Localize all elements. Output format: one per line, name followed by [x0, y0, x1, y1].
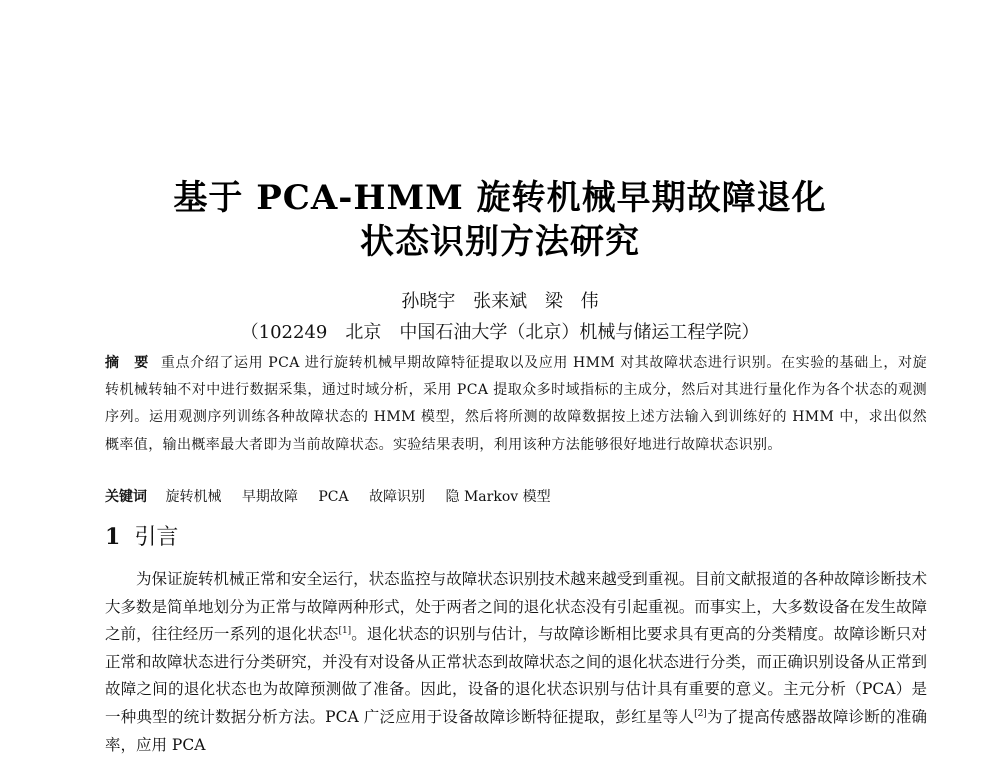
abstract: [105, 350, 927, 459]
abstract-text: 重点介绍了运用 PCA 进行旋转机械早期故障特征提取以及应用 HMM 对其故障状态进行识别。在实验的基础上，对旋转机械转轴不对中进行数据采集，通过时域分析，采用 PCA 提取众多时域指标的主成分，然后对其进行量化作为各个状态的观测序列。运用观测序列训练各种故障状态的 HMM 模型，然后将所测的故障数据按上述方法输入到训练好的 HMM 中，求出似然概率值，输出概率最大者即为当前故障状态。实验结果表明，利用该种方法能够很好地进行故障状态识别。: [105, 355, 928, 453]
keyword: 故障识别: [369, 489, 426, 505]
section-heading: [105, 520, 178, 551]
keyword: 隐 Markov 模型: [445, 489, 551, 505]
keywords-label: 关键词: [105, 489, 147, 505]
author-list: 孙晓宇 张来斌 梁 伟: [401, 291, 599, 312]
keyword: PCA: [318, 489, 349, 505]
body-paragraph: [105, 566, 927, 759]
keywords: [105, 486, 567, 506]
body-text-part-1: 为保证旋转机械正常和安全运行，状态监控与故障状态识别技术越来越受到重视。目前文献报道的各种故障诊断技术大多数是简单地划分为正常与故障两种形式，处于两者之间的退化状态没有引起重视。而事实上，大多数设备在发生故障之前，往往经历一系列的退化状态: [105, 570, 927, 644]
keyword: 早期故障: [241, 489, 298, 505]
section-title: 引言: [134, 525, 179, 550]
keyword: 旋转机械: [165, 489, 222, 505]
citation-2: [2]: [694, 708, 707, 719]
section-number: 1: [105, 524, 121, 550]
paper-title-line-2: 状态识别方法研究: [360, 222, 640, 262]
citation-1: [1]: [338, 626, 352, 637]
abstract-label: 摘 要: [105, 355, 149, 371]
body-text-part-3: 为了提高传感器故障诊断的准确率，应用 PCA: [105, 707, 927, 754]
body-text-part-2: 。退化状态的识别与估计，与故障诊断相比要求具有更高的分类精度。故障诊断只对正常和故障状态进行分类研究，并没有对设备从正常状态到故障状态之间的退化状态进行分类，而正确识别设备从正常到故障之间的退化状态也为故障预测做了准备。因此，设备的退化状态识别与估计具有重要的意义。主元分析（PCA）是一种典型的统计数据分析方法。PCA 广泛应用于设备故障诊断特征提取，彭红星等人: [105, 625, 927, 726]
affiliation: （102249 北京 中国石油大学（北京）机械与储运工程学院）: [240, 322, 760, 343]
paper-title-line-1: 基于 PCA-HMM 旋转机械早期故障退化: [173, 178, 827, 218]
